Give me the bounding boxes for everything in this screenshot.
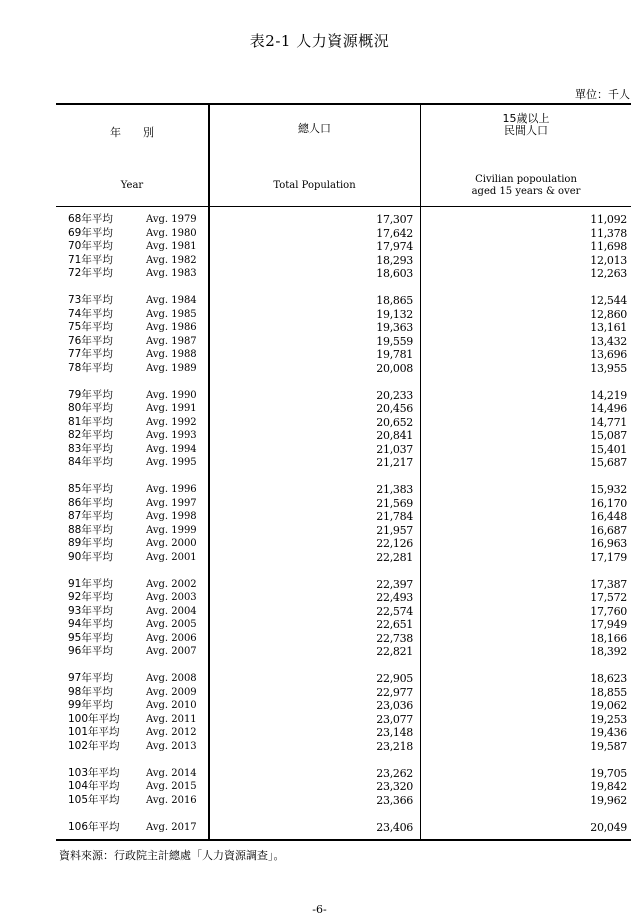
row-civilian-population: 19,253 [590,712,627,726]
row-total-population: 20,652 [376,415,413,429]
row-year-zh: 103年平均 [68,766,120,779]
row-year-zh: 97年平均 [68,672,113,684]
row-total-population: 17,642 [376,226,413,240]
row-total-population: 22,821 [376,645,413,658]
header-year-zh: 年 別 [110,126,154,139]
row-total-population: 23,406 [376,820,413,834]
row-civilian-population: 15,401 [590,442,627,456]
row-year-zh: 76年平均 [68,334,113,347]
row-year-zh: 85年平均 [68,483,113,495]
row-total-population: 20,456 [376,402,413,415]
table-row [56,672,631,686]
header-civ-zh-2: 民間人口 [504,124,548,137]
row-civilian-population: 16,448 [590,510,627,523]
table-row [56,794,631,808]
row-year-zh: 84年平均 [68,456,113,468]
row-year-en: Avg. 1985 [146,308,197,320]
row-year-zh: 101年平均 [68,726,120,738]
row-total-population: 22,281 [376,550,413,564]
table-row [56,510,631,524]
table-row [56,483,631,497]
table-row [56,713,631,727]
table-row [56,524,631,538]
row-year-en: Avg. 1994 [146,443,197,455]
table-row [56,578,631,592]
table-top-rule [56,103,631,105]
row-civilian-population: 14,771 [590,415,627,429]
row-civilian-population: 15,932 [590,483,627,496]
header-civ-zh-1: 15歲以上 [502,112,550,125]
row-year-zh: 99年平均 [68,699,113,711]
row-civilian-population: 18,392 [590,645,627,658]
row-year-en: Avg. 2004 [146,605,197,617]
row-year-en: Avg. 2013 [146,740,197,752]
row-total-population: 22,738 [376,631,413,645]
row-year-zh: 91年平均 [68,577,113,590]
row-year-en: Avg. 1983 [146,268,197,279]
row-year-en: Avg. 1989 [146,362,197,374]
header-total-en: Total Population [273,180,356,191]
row-civilian-population: 17,760 [590,604,627,618]
row-year-zh: 79年平均 [68,388,113,401]
row-year-en: Avg. 2010 [146,700,197,711]
row-year-en: Avg. 1995 [146,457,197,468]
header-civ-en-2: aged 15 years & over [471,186,581,197]
table-row [56,645,631,659]
row-year-zh: 86年平均 [68,496,113,509]
row-civilian-population: 12,013 [590,253,627,267]
row-civilian-population: 13,432 [590,334,627,348]
row-total-population: 20,841 [376,429,413,442]
row-total-population: 23,077 [376,712,413,726]
row-year-en: Avg. 2005 [146,619,197,630]
row-year-zh: 104年平均 [68,780,120,792]
row-civilian-population: 11,378 [590,226,627,240]
row-year-en: Avg. 2014 [146,767,197,779]
row-year-zh: 77年平均 [68,348,113,360]
row-year-en: Avg. 1991 [146,403,197,414]
row-year-en: Avg. 2006 [146,632,197,644]
row-total-population: 22,126 [376,537,413,550]
row-year-en: Avg. 1980 [146,227,197,239]
row-year-zh: 68年平均 [68,213,113,225]
row-total-population: 23,320 [376,780,413,793]
row-civilian-population: 15,087 [590,429,627,442]
table-row [56,402,631,416]
row-year-zh: 100年平均 [68,712,120,725]
row-total-population: 19,559 [376,334,413,348]
row-total-population: 23,366 [376,793,413,807]
row-total-population: 19,132 [376,307,413,321]
row-year-zh: 80年平均 [68,402,113,414]
row-year-en: Avg. 2007 [146,646,197,657]
header-total-zh: 總人口 [298,122,331,135]
row-year-en: Avg. 1981 [146,241,197,252]
row-year-en: Avg. 2002 [146,578,197,590]
row-year-zh: 87年平均 [68,510,113,522]
row-year-zh: 75年平均 [68,321,113,333]
table-row [56,497,631,511]
row-year-zh: 96年平均 [68,645,113,657]
row-total-population: 22,651 [376,618,413,631]
row-civilian-population: 18,166 [590,631,627,645]
page-number: -6- [312,903,327,916]
row-year-en: Avg. 1979 [146,214,197,225]
row-civilian-population: 11,698 [590,240,627,253]
table-row [56,254,631,268]
row-year-zh: 94年平均 [68,618,113,630]
row-civilian-population: 19,587 [590,739,627,753]
row-year-zh: 69年平均 [68,226,113,239]
row-total-population: 23,036 [376,699,413,712]
row-year-zh: 74年平均 [68,307,113,320]
row-total-population: 17,307 [376,213,413,226]
row-year-en: Avg. 2015 [146,781,197,792]
row-total-population: 22,493 [376,591,413,604]
table-bottom-rule [56,839,631,841]
table-row [56,240,631,254]
row-civilian-population: 18,855 [590,685,627,699]
population-table [56,103,631,841]
source-note: 資料來源：行政院主計總處「人力資源調查」。 [59,849,285,862]
row-total-population: 20,008 [376,361,413,375]
row-year-en: Avg. 1990 [146,389,197,401]
row-year-zh: 106年平均 [68,820,120,833]
row-civilian-population: 16,170 [590,496,627,510]
row-civilian-population: 13,955 [590,361,627,375]
table-row [56,362,631,376]
row-year-zh: 82年平均 [68,429,113,441]
row-year-en: Avg. 2001 [146,551,197,563]
row-civilian-population: 20,049 [590,820,627,834]
row-civilian-population: 19,842 [590,780,627,793]
row-total-population: 18,293 [376,253,413,267]
row-year-en: Avg. 1993 [146,430,197,441]
row-civilian-population: 17,949 [590,618,627,631]
table-row [56,821,631,835]
table-row [56,686,631,700]
page-title: 表2-1 人力資源概況 [249,32,390,50]
table-row [56,429,631,443]
table-row [56,389,631,403]
row-total-population: 23,218 [376,739,413,753]
row-year-zh: 95年平均 [68,631,113,644]
row-year-en: Avg. 1998 [146,511,197,522]
table-row [56,213,631,227]
row-year-en: Avg. 1997 [146,497,197,509]
row-total-population: 17,974 [376,240,413,253]
row-year-zh: 89年平均 [68,537,113,549]
row-civilian-population: 12,263 [590,267,627,280]
row-year-en: Avg. 1986 [146,322,197,333]
row-year-zh: 98年平均 [68,685,113,698]
row-total-population: 18,865 [376,294,413,307]
row-civilian-population: 17,572 [590,591,627,604]
row-year-en: Avg. 2017 [146,821,197,833]
table-row [56,348,631,362]
row-total-population: 23,148 [376,726,413,739]
table-row [56,443,631,457]
row-total-population: 22,574 [376,604,413,618]
row-year-en: Avg. 1982 [146,254,197,266]
row-total-population: 20,233 [376,388,413,402]
row-civilian-population: 12,544 [590,294,627,307]
row-year-en: Avg. 1999 [146,524,197,536]
row-year-zh: 70年平均 [68,240,113,252]
row-civilian-population: 11,092 [590,213,627,226]
row-year-en: Avg. 2000 [146,538,197,549]
row-year-en: Avg. 1992 [146,416,197,428]
table-row [56,416,631,430]
row-year-en: Avg. 2009 [146,686,197,698]
row-civilian-population: 14,219 [590,388,627,402]
row-civilian-population: 19,062 [590,699,627,712]
row-year-zh: 88年平均 [68,523,113,536]
table-header-rule [56,206,631,207]
row-year-en: Avg. 2008 [146,673,197,684]
row-year-zh: 72年平均 [68,267,113,279]
row-civilian-population: 17,387 [590,577,627,591]
row-civilian-population: 16,687 [590,523,627,537]
row-civilian-population: 15,687 [590,456,627,469]
row-civilian-population: 19,705 [590,766,627,780]
table-row [56,321,631,335]
table-row [56,335,631,349]
row-year-en: Avg. 2011 [146,713,197,725]
row-total-population: 19,781 [376,348,413,361]
row-year-zh: 92年平均 [68,591,113,603]
header-civ-en-1: Civilian popoulation [475,174,577,185]
row-civilian-population: 13,696 [590,348,627,361]
row-year-en: Avg. 1996 [146,484,197,495]
row-total-population: 23,262 [376,766,413,780]
row-total-population: 19,363 [376,321,413,334]
row-total-population: 22,905 [376,672,413,685]
row-year-en: Avg. 1988 [146,349,197,360]
row-civilian-population: 17,179 [590,550,627,564]
table-row [56,605,631,619]
row-total-population: 21,217 [376,456,413,469]
table-row [56,537,631,551]
row-year-zh: 83年平均 [68,442,113,455]
row-year-en: Avg. 2003 [146,592,197,603]
row-civilian-population: 12,860 [590,307,627,321]
table-row [56,767,631,781]
row-year-en: Avg. 2016 [146,794,197,806]
row-total-population: 21,784 [376,510,413,523]
row-total-population: 21,957 [376,523,413,537]
table-row [56,618,631,632]
table-row [56,267,631,281]
table-row [56,294,631,308]
row-total-population: 21,037 [376,442,413,456]
row-year-zh: 102年平均 [68,739,120,752]
row-year-en: Avg. 2012 [146,727,197,738]
table-row [56,591,631,605]
table-row [56,726,631,740]
row-civilian-population: 19,962 [590,793,627,807]
row-total-population: 18,603 [376,267,413,280]
row-year-zh: 105年平均 [68,793,120,806]
row-civilian-population: 16,963 [590,537,627,550]
table-row [56,740,631,754]
unit-label: 單位：千人 [575,88,630,101]
row-total-population: 21,569 [376,496,413,510]
row-year-zh: 71年平均 [68,253,113,266]
row-year-en: Avg. 1987 [146,335,197,347]
row-year-zh: 90年平均 [68,550,113,563]
table-row [56,551,631,565]
row-total-population: 22,977 [376,685,413,699]
row-year-zh: 73年平均 [68,294,113,306]
row-civilian-population: 14,496 [590,402,627,415]
table-row [56,227,631,241]
row-year-en: Avg. 1984 [146,295,197,306]
row-total-population: 22,397 [376,577,413,591]
row-total-population: 21,383 [376,483,413,496]
row-year-zh: 93年平均 [68,604,113,617]
row-year-zh: 81年平均 [68,415,113,428]
row-year-zh: 78年平均 [68,361,113,374]
table-row [56,699,631,713]
row-civilian-population: 13,161 [590,321,627,334]
row-civilian-population: 18,623 [590,672,627,685]
table-row [56,780,631,794]
table-row [56,308,631,322]
header-year-en: Year [120,180,144,191]
row-civilian-population: 19,436 [590,726,627,739]
table-row [56,632,631,646]
table-row [56,456,631,470]
